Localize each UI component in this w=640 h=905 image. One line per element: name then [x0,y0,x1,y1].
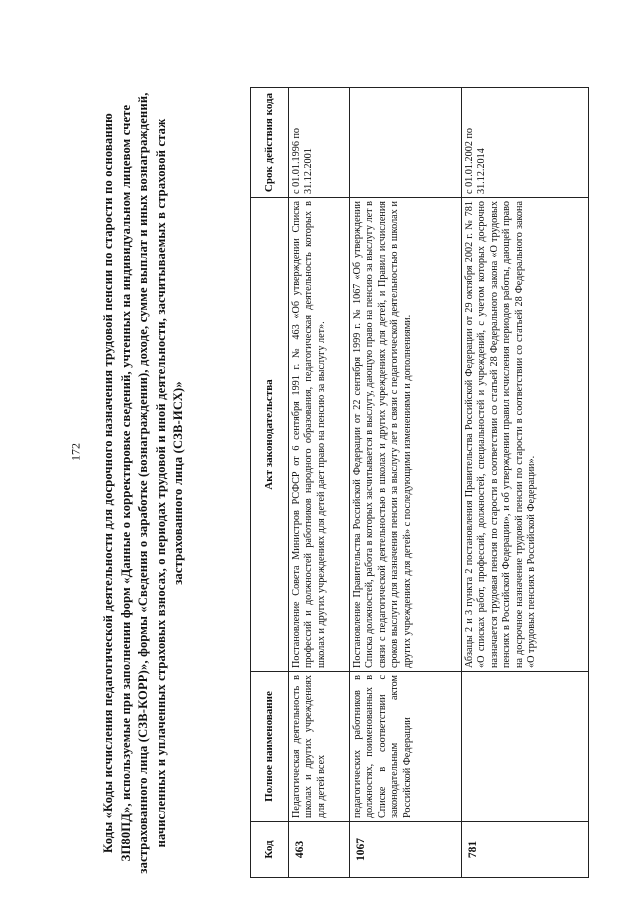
document-title: Коды «Коды исчисления педагогической деятельности для досрочного назначения трудовой пенсии по старости по основанию ЗП80ПД», используемые при заполнении форм «Данные о корректировке сведений, учтенных на индивидуальном лицевом счете застрахованного лица (СЗВ-КОРР)», формы «Сведения о заработке (вознаграждении), доходе, сумме выплат и иных вознаграждений, начисленных и уплаченных страховых взносах, о периодах трудовой и иной деятельности, засчитываемых в страховой стаж застрахованного лица (СЗВ-ИСХ)» [101,92,185,874]
row-act: Абзацы 2 и 3 пункта 2 постановления Правительства Российской Федерации от 29 октября 2002 г. № 781 «О списках работ, профессий, должностей, специальностей и учреждений, с учетом которых досрочно назначается трудовая пенсия по старости в соответствии со статьей 28 Федерального закона «О трудовых пенсиях в Российской Федерации», и об утверждении правил исчисления периодов работы, дающей право на досрочное назначение трудовой пенсии по старости в соответствии со статьей 28 Федерального закона «О трудовых пенсиях в Российской Федерации». [462,198,589,672]
row-name [462,672,589,822]
row-period: с 01.01.1996 по 31.12.2001 [289,88,350,198]
page-number: 172 [68,443,83,461]
header-code: Код [251,822,289,878]
table-row [350,88,462,878]
row-name: педагогических работников в должностях, поименованных в Списке в соответствии с законодательным актом Российской Федерации [350,672,462,822]
table-row [289,88,350,878]
rotated-page-content [100,88,538,878]
row-period: с 01.01.2002 по 31.12.2014 [462,88,589,198]
row-code: 781 [462,822,589,878]
table-header-row [251,88,289,878]
table-row [462,88,589,878]
row-code: 1067 [350,822,462,878]
row-code: 463 [289,822,350,878]
header-period: Срок действия кода [251,88,289,198]
row-act: Постановление Правительства Российской Федерации от 22 сентября 1999 г. № 1067 «Об утверждении Списка должностей, работа в которых засчитывается в выслугу, дающую право на пенсию за выслугу лет в связи с педагогической деятельностью в школах и других учреждениях для детей, и Правил исчисления сроков выслуги для назначения пенсии за выслугу лет в связи с педагогической деятельностью в школах и других учреждениях для детей» с последующими изменениями и дополнениями. [350,198,462,672]
row-act: Постановление Совета Министров РСФСР от 6 сентября 1991 г. № 463 «Об утверждении Списка профессий и должностей работников народного образования, педагогическая деятельность которых в школах и других учреждениях для детей дает право на пенсию за выслугу лет». [289,198,350,672]
row-period [350,88,462,198]
header-act: Акт законодательства [251,198,289,672]
header-name: Полное наименование [251,672,289,822]
codes-table [250,87,589,878]
row-name: Педагогическая деятельность в школах и других учреждениях для детей всех [289,672,350,822]
